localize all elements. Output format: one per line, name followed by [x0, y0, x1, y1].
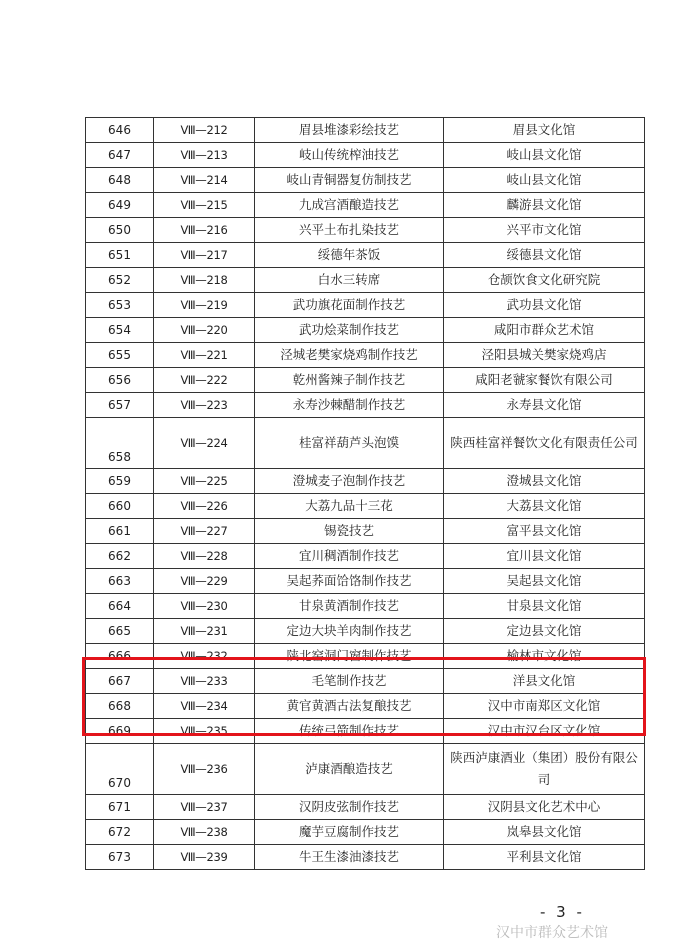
page-number: - 3 -: [540, 903, 585, 921]
row-number-cell: 658: [86, 418, 154, 469]
project-code-cell: Ⅷ—223: [154, 393, 255, 418]
project-code-cell: Ⅷ—237: [154, 795, 255, 820]
table-row: [86, 343, 645, 368]
row-number-cell: 653: [86, 293, 154, 318]
project-code-cell: Ⅷ—227: [154, 519, 255, 544]
project-name-cell: 武功旗花面制作技艺: [255, 293, 444, 318]
table-row: [86, 168, 645, 193]
row-number-cell: 659: [86, 469, 154, 494]
project-name-cell: 岐山青铜器复仿制技艺: [255, 168, 444, 193]
table-row: [86, 393, 645, 418]
table-row: [86, 469, 645, 494]
table-row: [86, 744, 645, 795]
project-name-cell: 桂富祥葫芦头泡馍: [255, 418, 444, 469]
protection-unit-cell: 兴平市文化馆: [444, 218, 645, 243]
row-number-cell: 648: [86, 168, 154, 193]
project-name-cell: 绥德年茶饭: [255, 243, 444, 268]
project-name-cell: 九成宫酒酿造技艺: [255, 193, 444, 218]
table-row: [86, 845, 645, 870]
table-row: [86, 619, 645, 644]
table-row: [86, 719, 645, 744]
project-code-cell: Ⅷ—226: [154, 494, 255, 519]
project-name-cell: 澄城麦子泡制作技艺: [255, 469, 444, 494]
protection-unit-cell: 大荔县文化馆: [444, 494, 645, 519]
row-number-cell: 668: [86, 694, 154, 719]
project-name-cell: 白水三转席: [255, 268, 444, 293]
row-number-cell: 665: [86, 619, 154, 644]
project-code-cell: Ⅷ—212: [154, 118, 255, 143]
row-number-cell: 657: [86, 393, 154, 418]
project-code-cell: Ⅷ—231: [154, 619, 255, 644]
row-number-cell: 670: [86, 744, 154, 795]
project-code-cell: Ⅷ—236: [154, 744, 255, 795]
project-code-cell: Ⅷ—232: [154, 644, 255, 669]
project-code-cell: Ⅷ—230: [154, 594, 255, 619]
project-code-cell: Ⅷ—219: [154, 293, 255, 318]
protection-unit-cell: 甘泉县文化馆: [444, 594, 645, 619]
project-name-cell: 永寿沙棘醋制作技艺: [255, 393, 444, 418]
protection-unit-cell: 汉阴县文化艺术中心: [444, 795, 645, 820]
table-row: [86, 368, 645, 393]
project-name-cell: 甘泉黄酒制作技艺: [255, 594, 444, 619]
protection-unit-cell: 泾阳县城关樊家烧鸡店: [444, 343, 645, 368]
project-name-cell: 定边大块羊肉制作技艺: [255, 619, 444, 644]
project-name-cell: 魔芋豆腐制作技艺: [255, 820, 444, 845]
heritage-table: [85, 117, 645, 870]
table-row: [86, 519, 645, 544]
table-row: [86, 544, 645, 569]
project-name-cell: 锡瓷技艺: [255, 519, 444, 544]
protection-unit-cell: 眉县文化馆: [444, 118, 645, 143]
protection-unit-cell: 麟游县文化馆: [444, 193, 645, 218]
row-number-cell: 654: [86, 318, 154, 343]
project-code-cell: Ⅷ—221: [154, 343, 255, 368]
table-row: [86, 594, 645, 619]
project-code-cell: Ⅷ—218: [154, 268, 255, 293]
project-code-cell: Ⅷ—235: [154, 719, 255, 744]
table-row: [86, 669, 645, 694]
row-number-cell: 671: [86, 795, 154, 820]
row-number-cell: 662: [86, 544, 154, 569]
row-number-cell: 661: [86, 519, 154, 544]
project-name-cell: 武功烩菜制作技艺: [255, 318, 444, 343]
project-name-cell: 黄官黄酒古法复酿技艺: [255, 694, 444, 719]
row-number-cell: 672: [86, 820, 154, 845]
row-number-cell: 664: [86, 594, 154, 619]
protection-unit-cell: 洋县文化馆: [444, 669, 645, 694]
project-name-cell: 汉阴皮弦制作技艺: [255, 795, 444, 820]
project-code-cell: Ⅷ—229: [154, 569, 255, 594]
table-row: [86, 795, 645, 820]
table-row: [86, 218, 645, 243]
protection-unit-cell: 榆林市文化馆: [444, 644, 645, 669]
protection-unit-cell: 平利县文化馆: [444, 845, 645, 870]
row-number-cell: 652: [86, 268, 154, 293]
protection-unit-cell: 绥德县文化馆: [444, 243, 645, 268]
row-number-cell: 667: [86, 669, 154, 694]
project-name-cell: 泸康酒酿造技艺: [255, 744, 444, 795]
project-code-cell: Ⅷ—234: [154, 694, 255, 719]
protection-unit-cell: 澄城县文化馆: [444, 469, 645, 494]
project-code-cell: Ⅷ—239: [154, 845, 255, 870]
protection-unit-cell: 永寿县文化馆: [444, 393, 645, 418]
protection-unit-cell: 汉中市南郑区文化馆: [444, 694, 645, 719]
project-code-cell: Ⅷ—220: [154, 318, 255, 343]
table-row: [86, 293, 645, 318]
project-code-cell: Ⅷ—222: [154, 368, 255, 393]
project-name-cell: 宜川稠酒制作技艺: [255, 544, 444, 569]
project-name-cell: 吴起荞面饸饹制作技艺: [255, 569, 444, 594]
table-row: [86, 569, 645, 594]
table-row: [86, 243, 645, 268]
project-code-cell: Ⅷ—213: [154, 143, 255, 168]
project-name-cell: 陕北窑洞门窗制作技艺: [255, 644, 444, 669]
protection-unit-cell: 武功县文化馆: [444, 293, 645, 318]
row-number-cell: 666: [86, 644, 154, 669]
project-code-cell: Ⅷ—214: [154, 168, 255, 193]
row-number-cell: 650: [86, 218, 154, 243]
table-row: [86, 318, 645, 343]
protection-unit-cell: 富平县文化馆: [444, 519, 645, 544]
protection-unit-cell: 咸阳市群众艺术馆: [444, 318, 645, 343]
table-row: [86, 820, 645, 845]
row-number-cell: 647: [86, 143, 154, 168]
protection-unit-cell: 咸阳老虢家餐饮有限公司: [444, 368, 645, 393]
row-number-cell: 669: [86, 719, 154, 744]
protection-unit-cell: 陕西泸康酒业（集团）股份有限公司: [444, 744, 645, 795]
project-code-cell: Ⅷ—238: [154, 820, 255, 845]
protection-unit-cell: 岐山县文化馆: [444, 143, 645, 168]
table-row: [86, 494, 645, 519]
project-code-cell: Ⅷ—217: [154, 243, 255, 268]
protection-unit-cell: 仓颉饮食文化研究院: [444, 268, 645, 293]
protection-unit-cell: 岐山县文化馆: [444, 168, 645, 193]
table-row: [86, 268, 645, 293]
project-name-cell: 牛王生漆油漆技艺: [255, 845, 444, 870]
project-name-cell: 兴平土布扎染技艺: [255, 218, 444, 243]
watermark: 汉中市群众艺术馆: [496, 925, 608, 941]
row-number-cell: 660: [86, 494, 154, 519]
project-code-cell: Ⅷ—216: [154, 218, 255, 243]
row-number-cell: 673: [86, 845, 154, 870]
table-row: [86, 418, 645, 469]
project-name-cell: 传统弓箭制作技艺: [255, 719, 444, 744]
project-name-cell: 乾州酱辣子制作技艺: [255, 368, 444, 393]
project-code-cell: Ⅷ—228: [154, 544, 255, 569]
table-row: [86, 118, 645, 143]
table-row: [86, 143, 645, 168]
project-name-cell: 毛笔制作技艺: [255, 669, 444, 694]
row-number-cell: 646: [86, 118, 154, 143]
project-code-cell: Ⅷ—225: [154, 469, 255, 494]
table-row: [86, 694, 645, 719]
protection-unit-cell: 陕西桂富祥餐饮文化有限责任公司: [444, 418, 645, 469]
protection-unit-cell: 汉中市汉台区文化馆: [444, 719, 645, 744]
table-row: [86, 193, 645, 218]
project-code-cell: Ⅷ—215: [154, 193, 255, 218]
project-name-cell: 泾城老樊家烧鸡制作技艺: [255, 343, 444, 368]
protection-unit-cell: 吴起县文化馆: [444, 569, 645, 594]
protection-unit-cell: 宜川县文化馆: [444, 544, 645, 569]
project-code-cell: Ⅷ—224: [154, 418, 255, 469]
table-body: [86, 118, 645, 870]
row-number-cell: 663: [86, 569, 154, 594]
project-code-cell: Ⅷ—233: [154, 669, 255, 694]
row-number-cell: 656: [86, 368, 154, 393]
protection-unit-cell: 岚皋县文化馆: [444, 820, 645, 845]
project-name-cell: 眉县堆漆彩绘技艺: [255, 118, 444, 143]
row-number-cell: 655: [86, 343, 154, 368]
project-name-cell: 岐山传统榨油技艺: [255, 143, 444, 168]
row-number-cell: 651: [86, 243, 154, 268]
project-name-cell: 大荔九品十三花: [255, 494, 444, 519]
protection-unit-cell: 定边县文化馆: [444, 619, 645, 644]
row-number-cell: 649: [86, 193, 154, 218]
table-row: [86, 644, 645, 669]
